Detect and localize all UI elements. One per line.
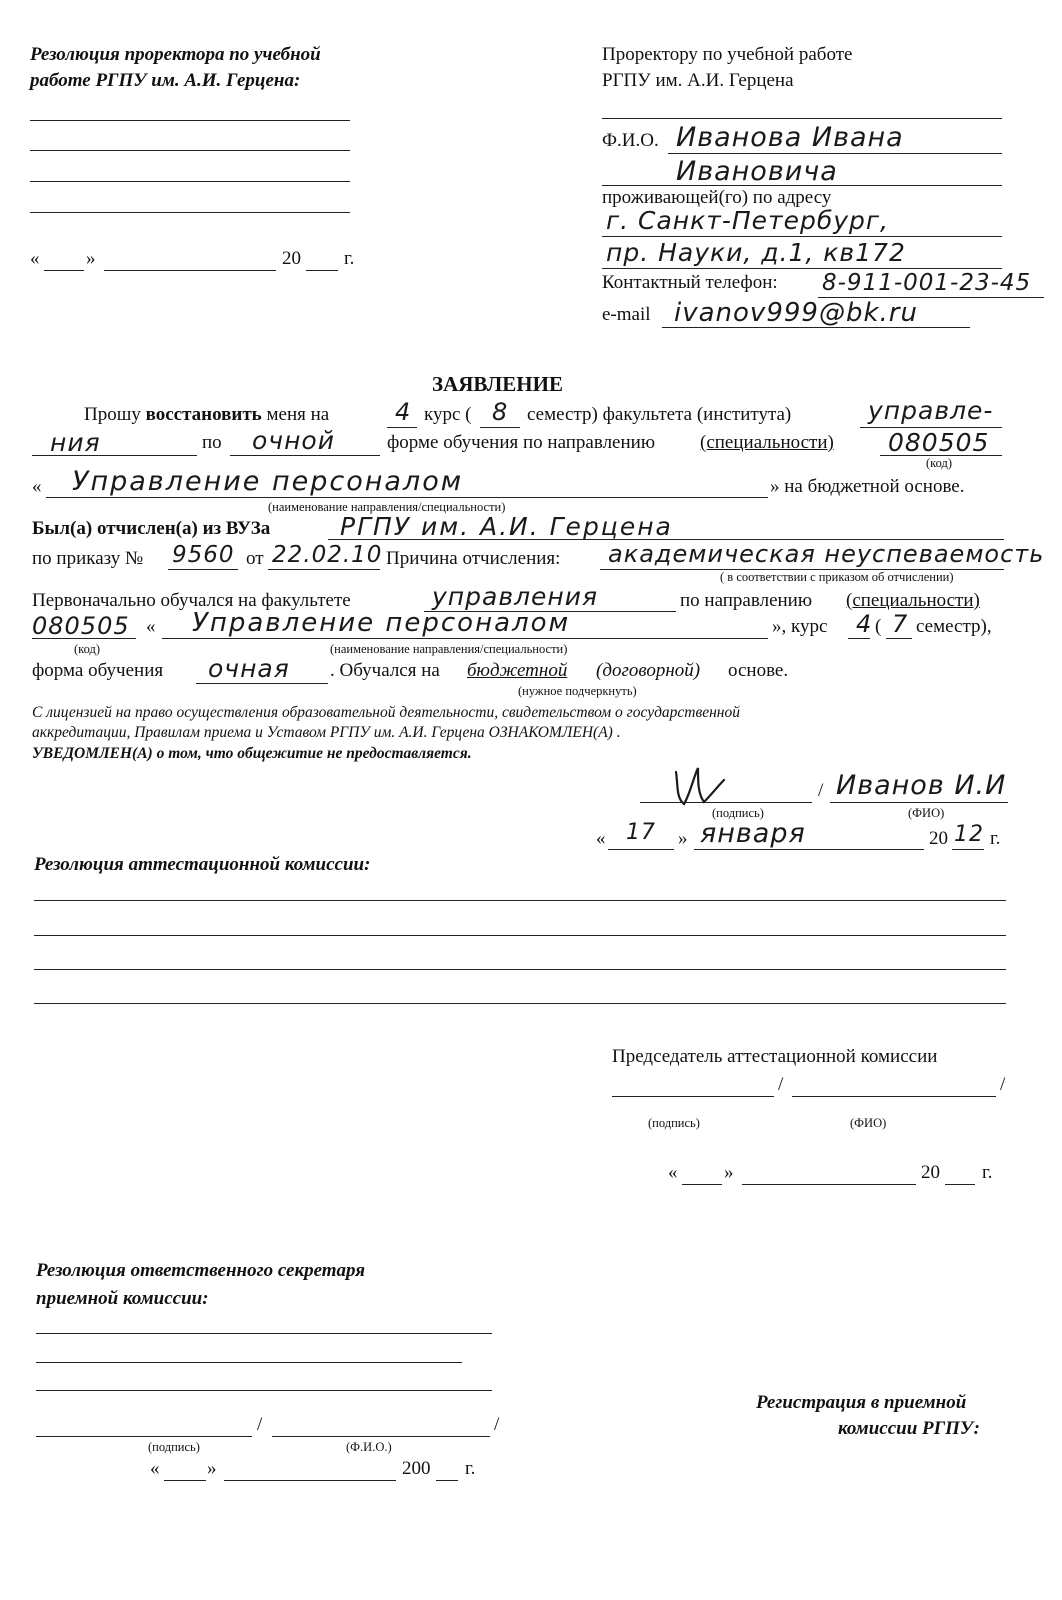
secretary-date-day-line	[164, 1480, 206, 1481]
orig-form-value: очная	[208, 654, 290, 683]
attestation-date-close: »	[724, 1162, 734, 1183]
applicant-fio-line	[830, 802, 1008, 803]
attestation-line-4	[34, 1003, 1006, 1004]
email-label: e-mail	[602, 304, 651, 325]
applicant-date-day-line	[608, 849, 674, 850]
order-number-line	[168, 569, 238, 570]
attestation-fio-caption: (ФИО)	[850, 1116, 887, 1130]
faculty-value-1: управле-	[868, 396, 994, 425]
attestation-sign-line	[612, 1096, 774, 1097]
statement-restore-word: восстановить	[145, 404, 262, 425]
attestation-chairman-label: Председатель аттестационной комиссии	[612, 1046, 938, 1067]
direction-line	[46, 497, 768, 498]
order-from-label: от	[246, 548, 264, 569]
license-notice-2: аккредитации, Правилам приема и Уставом РГПУ им. А.И. Герцена ОЗНАКОМЛЕН(А) .	[32, 724, 621, 741]
address-line-2	[602, 268, 1002, 269]
secretary-date-open: «	[150, 1458, 160, 1479]
orig-basis-budget: бюджетной	[467, 660, 568, 681]
direction-caption: (наименование направления/специальности)	[268, 500, 506, 514]
address-label: проживающей(го) по адресу	[602, 187, 832, 208]
spec-code-caption: (код)	[926, 456, 953, 470]
attestation-slash-1: /	[778, 1074, 784, 1095]
expelled-vuz-value: РГПУ им. А.И. Герцена	[340, 512, 673, 541]
email-line	[662, 327, 970, 328]
applicant-sign-caption: (подпись)	[712, 806, 764, 820]
secretary-slash-2: /	[494, 1414, 500, 1435]
prorector-resolution-title-1: Резолюция проректора по учебной	[30, 44, 321, 65]
orig-faculty-value: управления	[432, 582, 599, 611]
secretary-date-year-line	[436, 1480, 458, 1481]
fio-value-1: Иванова Ивана	[676, 122, 904, 153]
attestation-date-year-prefix: 20	[921, 1162, 940, 1183]
secretary-date-month-line	[224, 1480, 396, 1481]
registration-title-2: комиссии РГПУ:	[838, 1418, 980, 1439]
attestation-sign-caption: (подпись)	[648, 1116, 700, 1130]
dormitory-notice: УВЕДОМЛЕН(А) о том, что общежитие не предоставляется.	[32, 745, 472, 762]
applicant-date-month: января	[700, 818, 806, 849]
orig-semester-label: семестр),	[916, 616, 992, 637]
prorector-date-month-line	[104, 270, 276, 271]
statement-p1-course: курс (	[424, 404, 472, 425]
attestation-date-year-line	[945, 1184, 975, 1185]
orig-direction-label: по направлению	[680, 590, 813, 611]
orig-code-caption: (код)	[74, 642, 101, 656]
address-value-2: пр. Науки, д.1, кв172	[606, 238, 906, 267]
secretary-fio-caption: (Ф.И.О.)	[346, 1440, 392, 1454]
course-line	[387, 427, 417, 428]
secretary-fio-line	[272, 1436, 490, 1437]
direction-value: Управление персоналом	[72, 466, 464, 497]
orig-direction-value: Управление персоналом	[192, 608, 571, 638]
applicant-signature-line	[640, 802, 812, 803]
reason-label: Причина отчисления:	[386, 548, 561, 569]
fio-line-2	[602, 185, 1002, 186]
orig-faculty-label: Первоначально обучался на факультете	[32, 590, 351, 611]
statement-p1-prefix: Прошу	[84, 404, 141, 425]
orig-semester-value: 7	[892, 610, 909, 638]
orig-basis-suffix: основе.	[728, 660, 789, 681]
secretary-sign-line	[36, 1436, 252, 1437]
reason-value: академическая неуспеваемость	[608, 540, 1045, 568]
orig-spec-label: (специальности)	[846, 590, 980, 611]
applicant-date-open: «	[596, 828, 606, 849]
orig-code-value: 080505	[32, 612, 130, 640]
orig-paren-open: (	[875, 616, 882, 637]
applicant-fio-caption: (ФИО)	[908, 806, 945, 820]
prorector-date-year-suffix: г.	[344, 248, 355, 269]
applicant-date-month-line	[694, 849, 924, 850]
orig-code-line	[32, 638, 136, 639]
study-form-line	[230, 455, 380, 456]
semester-line	[480, 427, 520, 428]
prorector-date-year-line	[306, 270, 338, 271]
faculty-line-2	[32, 455, 197, 456]
attestation-line-1	[34, 900, 1006, 901]
statement-p3-rest: » на бюджетной основе.	[770, 476, 965, 497]
orig-quote-open: «	[146, 616, 156, 637]
secretary-line-1	[36, 1333, 492, 1334]
address-line-1	[602, 236, 1002, 237]
phone-value: 8-911-001-23-45	[822, 270, 1032, 296]
attestation-date-open: «	[668, 1162, 678, 1183]
statement-p1-sem: семестр) факультета (института)	[527, 404, 792, 425]
reason-caption: ( в соответствии с приказом об отчислении)	[720, 570, 954, 584]
prorector-date-open: «	[30, 248, 40, 269]
prorector-date-year-prefix: 20	[282, 248, 301, 269]
orig-basis-contract: (договорной)	[596, 660, 701, 681]
fio-label: Ф.И.О.	[602, 130, 659, 151]
expelled-label: Был(а) отчислен(а) из ВУЗа	[32, 518, 271, 539]
orig-underline-caption: (нужное подчеркнуть)	[518, 684, 637, 698]
attestation-fio-line	[792, 1096, 996, 1097]
spec-code-value: 080505	[888, 428, 990, 457]
attestation-line-3	[34, 969, 1006, 970]
course-value: 4	[395, 398, 412, 426]
orig-semester-line	[886, 638, 912, 639]
orig-form-label: форма обучения	[32, 660, 164, 681]
prorector-resolution-line-1	[30, 120, 350, 121]
applicant-fio-value: Иванов И.И	[836, 770, 1007, 801]
applicant-date-year-prefix: 20	[929, 828, 948, 849]
attestation-line-2	[34, 935, 1006, 936]
statement-p2-po: по	[202, 432, 222, 453]
applicant-date-year-line	[952, 849, 984, 850]
semester-value: 8	[492, 398, 509, 426]
registration-title-1: Регистрация в приемной	[756, 1392, 967, 1413]
secretary-title-1: Резолюция ответственного секретаря	[36, 1260, 366, 1281]
secretary-date-year-prefix: 200	[402, 1458, 431, 1479]
statement-line-1	[84, 404, 329, 426]
phone-label: Контактный телефон:	[602, 272, 778, 293]
applicant-date-close: »	[678, 828, 688, 849]
prorector-resolution-line-2	[30, 150, 350, 151]
secretary-date-close: »	[207, 1458, 217, 1479]
prorector-resolution-title-2: работе РГПУ им. А.И. Герцена:	[30, 70, 301, 91]
secretary-line-2	[36, 1362, 462, 1363]
orig-course-line	[848, 638, 870, 639]
fio-value-2: Ивановича	[676, 156, 838, 187]
order-number-value: 9560	[172, 542, 235, 568]
secretary-line-3	[36, 1390, 492, 1391]
orig-course-value: 4	[856, 610, 873, 638]
prorector-date-day-line	[44, 270, 84, 271]
faculty-value-2: ния	[50, 428, 101, 457]
statement-p1-mid: меня на	[266, 404, 330, 425]
statement-title: ЗАЯВЛЕНИЕ	[432, 372, 563, 396]
prorector-resolution-line-4	[30, 212, 350, 213]
prorector-resolution-line-3	[30, 181, 350, 182]
applicant-signature-slash: /	[818, 780, 824, 801]
order-label: по приказу №	[32, 548, 144, 569]
orig-form-line	[196, 683, 328, 684]
secretary-title-2: приемной комиссии:	[36, 1288, 209, 1309]
address-value-1: г. Санкт-Петербург,	[606, 206, 889, 235]
attestation-date-year-suffix: г.	[982, 1162, 993, 1183]
addressee-blank-line	[602, 118, 1002, 119]
attestation-date-day-line	[682, 1184, 722, 1185]
fio-line-1	[668, 153, 1002, 154]
applicant-date-year-suffix: г.	[990, 828, 1001, 849]
applicant-date-year: 12	[954, 822, 984, 847]
statement-p2-spec: (специальности)	[700, 432, 834, 453]
study-form-value: очной	[252, 426, 335, 455]
attestation-title: Резолюция аттестационной комиссии:	[34, 854, 371, 875]
orig-basis-label: . Обучался на	[330, 660, 440, 681]
secretary-slash-1: /	[257, 1414, 263, 1435]
orig-direction-line	[162, 638, 768, 639]
license-notice-1: С лицензией на право осуществления образовательной деятельности, свидетельством о государственной	[32, 704, 740, 721]
prorector-date-close: »	[86, 248, 96, 269]
attestation-slash-2: /	[1000, 1074, 1006, 1095]
statement-p2-rest: форме обучения по направлению	[387, 432, 656, 453]
secretary-sign-caption: (подпись)	[148, 1440, 200, 1454]
secretary-date-year-suffix: г.	[465, 1458, 476, 1479]
attestation-date-month-line	[742, 1184, 916, 1185]
email-value: ivanov999@bk.ru	[674, 298, 918, 328]
orig-course-label: », курс	[772, 616, 828, 637]
statement-quote-open: «	[32, 476, 42, 497]
addressee-line-1: Проректору по учебной работе	[602, 44, 853, 65]
order-date-value: 22.02.10	[272, 542, 383, 568]
order-date-line	[268, 569, 380, 570]
orig-direction-caption: (наименование направления/специальности)	[330, 642, 568, 656]
addressee-line-2: РГПУ им. А.И. Герцена	[602, 70, 794, 91]
applicant-date-day: 17	[626, 820, 656, 845]
